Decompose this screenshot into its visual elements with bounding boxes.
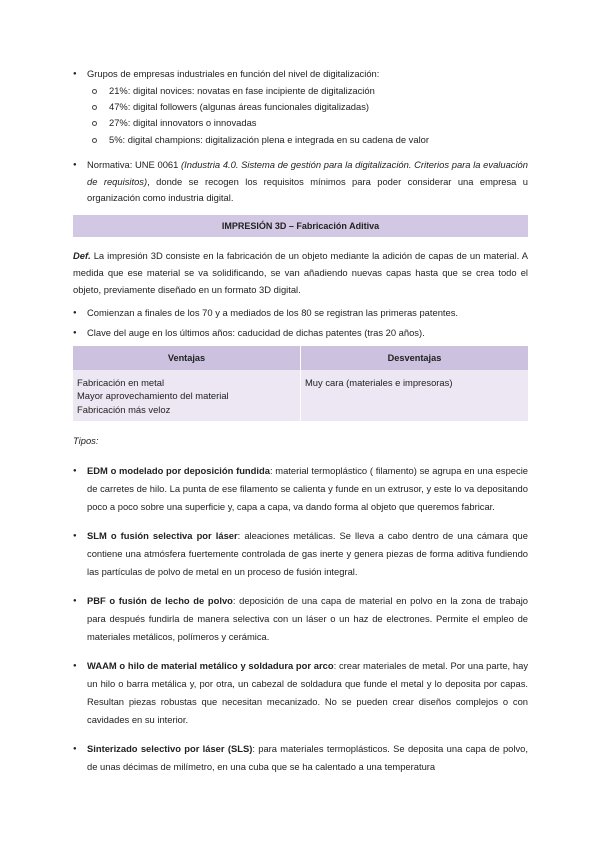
tipo-bullet <box>73 657 528 729</box>
desventaja-item: Muy cara (materiales e impresoras) <box>305 376 453 388</box>
ventaja-item: Mayor aprovechamiento del material <box>77 390 229 402</box>
tipo-text: deposición de una capa de material en polvo en la zona de trabajo para después fundirla de manera selectiva con un láser o un haz de electrones. Permite el empleo de materiales metálicos, polímeros y cerámica. <box>87 594 529 642</box>
group-item: 21%: digital novices: novatas en fase incipiente de digitalización <box>73 83 528 99</box>
tipo-sep: : <box>252 742 255 754</box>
page-content <box>73 66 528 787</box>
tipo-sep: : <box>237 529 241 541</box>
normativa-title: (Industria 4.0. Sistema de gestión para la digitalización. Criterios para la evaluación de requisitos) <box>87 159 528 187</box>
tipo-item <box>73 462 528 516</box>
normativa-prefix: Normativa: UNE 0061 <box>87 159 182 171</box>
definition-paragraph <box>73 247 528 299</box>
section-header: IMPRESIÓN 3D – Fabricación Aditiva <box>73 215 528 237</box>
ventajas-cell <box>73 370 301 421</box>
normativa-suffix: , donde se recogen los requisitos mínimos para poder considerar una empresa u organización como industria digital. <box>87 175 529 204</box>
tipo-bullet <box>73 462 528 516</box>
groups-bullet <box>73 66 528 83</box>
tipo-text: crear materiales de metal. Por una parte, hay un hilo o barra metálica y, por otra, un cabezal de soldadura que funde el metal y lo deposita por capas. Resultan piezas robustas que necesitan mecanizado. No se pueden crear diseños complejos o con cavidades en su interior. <box>87 659 529 725</box>
table-header-row <box>73 346 528 370</box>
tipo-sep: : <box>333 659 337 671</box>
fact-text: Comienzan a finales de los 70 y a mediados de los 80 se registran las primeras patentes. <box>87 306 459 318</box>
tipo-text: material termoplástico ( filamento) se agrupa en una especie de carretes de hilo. La punta de ese filamento se calienta y funde en un extrusor, y este lo va depositando poco a poco sobre una superficie y, capa a capa, va dando forma al objeto que queremos fabricar. <box>87 464 528 512</box>
tipo-sep: : <box>269 464 273 476</box>
normativa-bullet <box>73 157 528 207</box>
ventaja-item: Fabricación en metal <box>77 376 165 388</box>
tipo-name: PBF o fusión de lecho de polvo <box>87 594 233 606</box>
desventajas-header: Desventajas <box>301 346 529 370</box>
tipo-bullet <box>73 740 528 776</box>
tipo-bullet <box>73 592 528 646</box>
group-item: 47%: digital followers (algunas áreas funcionales digitalizadas) <box>73 99 528 115</box>
tipo-text: aleaciones metálicas. Se lleva a cabo dentro de una cámara que contiene una atmósfera fuertemente controlada de gas inerte y genera piezas de forma aditiva fundiendo las partículas de polvo de metal en un proceso de fusión integral. <box>87 529 528 577</box>
tipo-item <box>73 592 528 646</box>
group-item: 5%: digital champions: digitalización plena e integrada en su cadena de valor <box>73 132 528 148</box>
groups-title: Grupos de empresas industriales en función del nivel de digitalización: <box>87 68 380 79</box>
tipo-sep: : <box>232 594 236 606</box>
ventajas-table <box>73 346 528 421</box>
ventajas-header: Ventajas <box>73 346 301 370</box>
tipo-item <box>73 527 528 581</box>
tipo-name: Sinterizado selectivo por láser (SLS) <box>87 742 253 754</box>
group-item: 27%: digital innovators o innovadas <box>73 115 528 131</box>
tipo-item <box>73 657 528 729</box>
definition-text: La impresión 3D consiste en la fabricación de un objeto mediante la adición de capas de un material. A medida que ese material se va solidificando, se van añadiendo nuevas capas hasta que se crea todo el objeto, previamente diseñado en un formato 3D digital. <box>73 250 528 296</box>
fact-item <box>73 305 528 322</box>
tipo-name: SLM o fusión selectiva por láser <box>87 529 238 541</box>
fact-item <box>73 325 528 342</box>
tipo-name: EDM o modelado por deposición fundida <box>87 464 270 476</box>
tipo-name: WAAM o hilo de material metálico y soldadura por arco <box>87 659 334 671</box>
desventajas-cell <box>301 370 529 421</box>
tipo-text: para materiales termoplásticos. Se deposita una capa de polvo, de unas décimas de milímetro, en una cuba que se ha calentado a una temperatura <box>87 742 528 772</box>
tipos-label: Tipos: <box>73 434 99 446</box>
tipo-item <box>73 740 528 776</box>
table-row <box>73 370 528 421</box>
ventaja-item: Fabricación más veloz <box>77 403 171 415</box>
tipo-bullet <box>73 527 528 581</box>
fact-text: Clave del auge en los últimos años: caducidad de dichas patentes (tras 20 años). <box>87 327 425 339</box>
definition-label: Def. <box>73 250 91 261</box>
